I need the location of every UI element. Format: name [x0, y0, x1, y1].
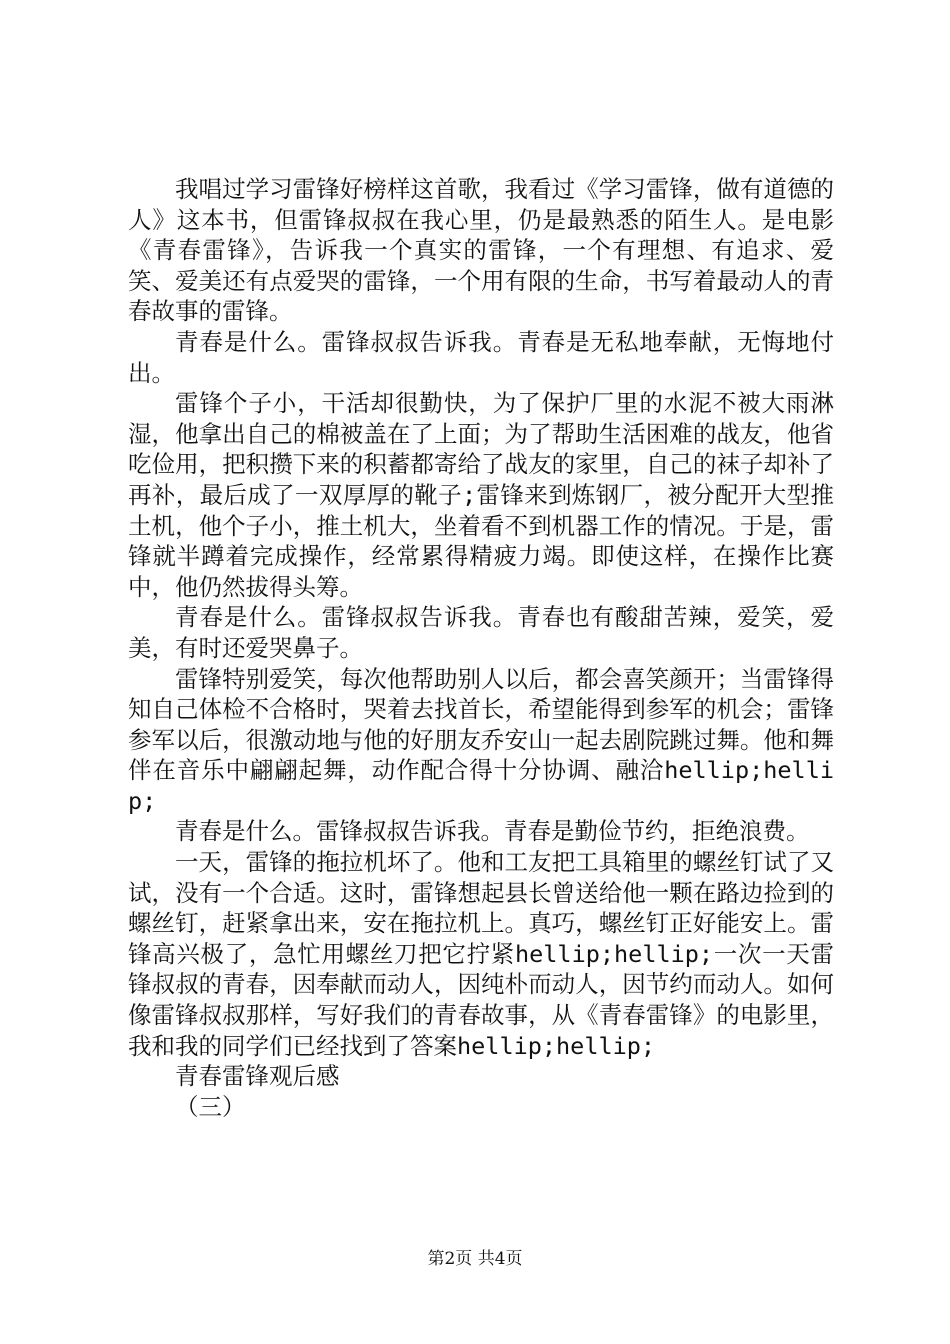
section-heading: 青春雷锋观后感: [175, 1062, 340, 1091]
page-footer: [0, 1244, 950, 1269]
page-number: 第2页 共4页: [427, 1249, 523, 1269]
paragraph-2: 青春是什么。雷锋叔叔告诉我。青春是无私地奉献，无悔地付出。: [128, 327, 834, 387]
body-text: [128, 174, 834, 1122]
paragraph-4: 青春是什么。雷锋叔叔告诉我。青春也有酸甜苦辣，爱笑，爱美，有时还爱哭鼻子。: [128, 603, 834, 662]
paragraph-5: 雷锋特别爱笑，每次他帮助别人以后，都会喜笑颜开；当雷锋得知自己体检不合格时，哭着去找首长，希望能得到参军的机会；雷锋参军以后，很激动地与他的好朋友乔安山一起去剧院跳过舞。他和舞伴在音乐中翩翩起舞，动作配合得十分协调、融洽hellip;hellip;: [128, 664, 834, 815]
paragraph-6: 青春是什么。雷锋叔叔告诉我。青春是勤俭节约，拒绝浪费。: [175, 817, 810, 846]
paragraph-3: 雷锋个子小，干活却很勤快，为了保护厂里的水泥不被大雨淋湿，他拿出自己的棉被盖在了上面；为了帮助生活困难的战友，他省吃俭用，把积攒下来的积蓄都寄给了战友的家里，自己的袜子却补了再补，最后成了一双厚厚的靴子;雷锋来到炼钢厂，被分配开大型推土机，他个子小，推土机大，坐着看不到机器工作的情况。于是，雷锋就半蹲着完成操作，经常累得精疲力竭。即使这样，在操作比赛中，他仍然拔得头筹。: [128, 389, 834, 601]
paragraph-1: 我唱过学习雷锋好榜样这首歌，我看过《学习雷锋，做有道德的人》这本书，但雷锋叔叔在我心里，仍是最熟悉的陌生人。是电影《青春雷锋》，告诉我一个真实的雷锋，一个有理想、有追求、爱笑、爱美还有点爱哭的雷锋，一个用有限的生命，书写着最动人的青春故事的雷锋。: [128, 175, 834, 326]
section-number: （三）: [175, 1092, 246, 1121]
paragraph-7: 一天，雷锋的拖拉机坏了。他和工友把工具箱里的螺丝钉试了又试，没有一个合适。这时，雷锋想起县长曾送给他一颗在路边捡到的螺丝钉，赶紧拿出来，安在拖拉机上。真巧，螺丝钉正好能安上。雷锋高兴极了，急忙用螺丝刀把它拧紧hellip;hellip;一次一天雷锋叔叔的青春，因奉献而动人，因纯朴而动人，因节约而动人。如何像雷锋叔叔那样，写好我们的青春故事，从《青春雷锋》的电影里，我和我的同学们已经找到了答案hellip;hellip;: [128, 848, 834, 1060]
